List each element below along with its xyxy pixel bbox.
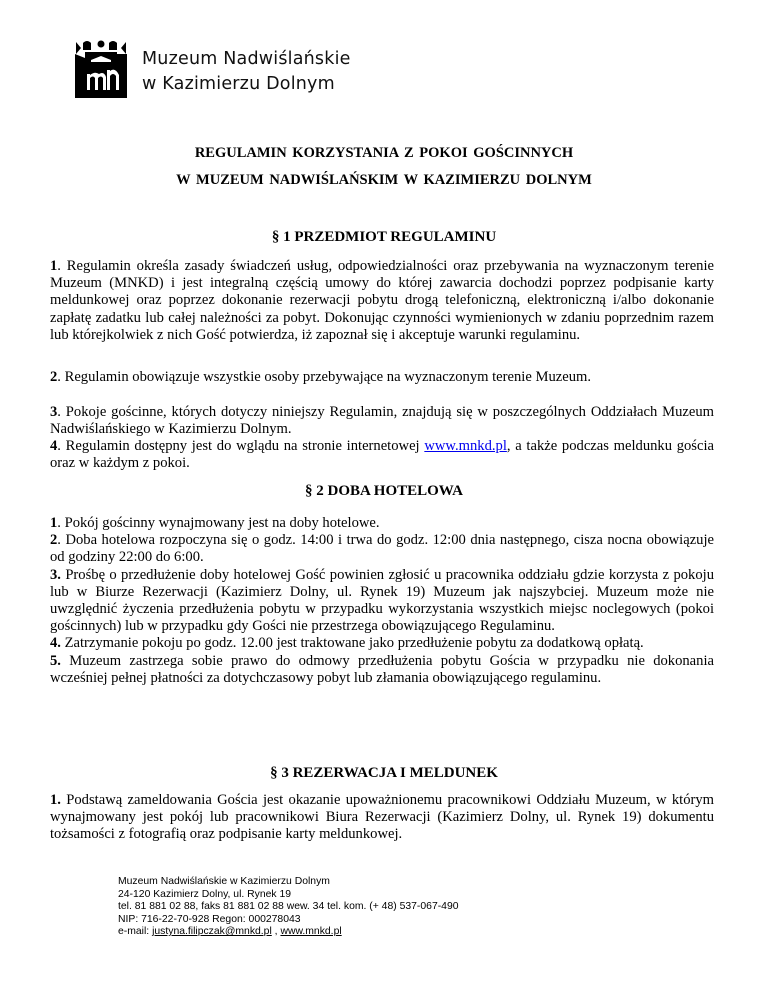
section2-item1 <box>50 515 714 532</box>
document-title-line2: W MUZEUM NADWIŚLAŃSKIM W KAZIMIERZU DOLNYM <box>176 172 592 188</box>
item-number: 3. <box>50 566 61 583</box>
section1-paragraph2 <box>50 369 714 386</box>
paragraph-text: . Regulamin obowiązuje wszystkie osoby przebywające na wyznaczonym terenie Muzeum. <box>57 369 592 385</box>
paragraph-text: . Regulamin dostępny jest do wglądu na stronie internetowej <box>57 438 425 454</box>
section1-paragraph1 <box>50 258 714 344</box>
museum-mn-logo-icon <box>73 40 129 98</box>
website-link[interactable]: www.mnkd.pl <box>424 438 507 454</box>
section3-heading: § 3 REZERWACJA I MELDUNEK <box>270 765 498 781</box>
section1-heading: § 1 PRZEDMIOT REGULAMINU <box>271 229 497 245</box>
paragraph-number: 4 <box>50 438 58 454</box>
item-text: Muzeum zastrzega sobie prawo do odmowy przedłużenia pobytu Gościa w przypadku nie dokonania wcześniej pełnej płatności za dotychczasowy pobyt lub złamania obowiązującego regulaminu. <box>50 652 714 686</box>
item-text: Prośbę o przedłużenie doby hotelowej Gość powinien zgłosić u pracownika oddziału gdzie korzysta z pokoju lub w Biurze Rezerwacji (Kazimierz Dolny, ul. Rynek 19) Muzeum jak najszybciej. Muzeum może nie uwzględnić życzenia przedłużenia pobytu w przypadku wykorzystania wszystkich miejsc noclegowych (pokoi gościnnych) lub w przypadku gdy Gości nie przestrzega obowiązującego Regulaminu. <box>50 566 714 635</box>
paragraph-number: 1 <box>50 258 58 274</box>
museum-name-line2: w Kazimierzu Dolnym <box>142 74 335 94</box>
item-number: 1 <box>50 515 58 531</box>
item-text: . Doba hotelowa rozpoczyna się o godz. 14:00 i trwa do godz. 12:00 dnia następnego, cisza nocna obowiązuje od godziny 22:00 do 6:00. <box>50 532 714 566</box>
section2-item4 <box>50 635 714 652</box>
document-title-line1: REGULAMIN KORZYSTANIA Z POKOI GOŚCINNYCH <box>194 145 574 161</box>
item-number: 2 <box>50 532 58 549</box>
footer-line2: 24-120 Kazimierz Dolny, ul. Rynek 19 <box>118 888 292 900</box>
museum-name <box>142 47 351 97</box>
footer-address <box>118 876 459 939</box>
footer-line4: NIP: 716-22-70-928 Regon: 000278043 <box>118 913 301 925</box>
footer-line3: tel. 81 881 02 88, faks 81 881 02 88 wew. 34 tel. kom. (+ 48) 537-067-490 <box>118 901 459 912</box>
footer-contact-line <box>118 926 459 939</box>
paragraph-text: . Pokoje gościnne, których dotyczy niniejszy Regulamin, znajdują się w poszczególnych Oddziałach Muzeum Nadwiślańskiego w Kazimierzu Dolnym. <box>50 404 714 438</box>
section2-items <box>50 515 714 687</box>
section3-paragraph1 <box>50 792 714 844</box>
paragraph-text: . Regulamin określa zasady świadczeń usług, odpowiedzialności oraz przebywania na wyznaczonym terenie Muzeum (MNKD) i jest integralną częścią umowy do której zawarcia dochodzi poprzez podpisanie karty meldunkowej oraz poprzez dokonanie rezerwacji pobytu drogą telefoniczną, elektroniczną i/albo dokonanie zapłatę zadatku lub całej należności za pobyt. Dokonując czynności wymienionych w zdaniu poprzednim razem lub którejkolwiek z nich Gość potwierdza, iż zapoznał się i akceptuje warunki regulaminu. <box>50 258 714 343</box>
item-number: 5. <box>50 652 61 669</box>
footer-line1: Muzeum Nadwiślańskie w Kazimierzu Dolnym <box>118 876 330 887</box>
section2-item3 <box>50 567 714 636</box>
email-link[interactable]: justyna.filipczak@mnkd.pl <box>152 926 272 937</box>
section2-item5 <box>50 653 714 687</box>
section1-paragraph4 <box>50 438 714 472</box>
item-number: 4. <box>50 635 61 652</box>
paragraph-number: 2 <box>50 369 58 385</box>
separator: , <box>271 926 281 937</box>
item-text: Zatrzymanie pokoju po godz. 12.00 jest traktowane jako przedłużenie pobytu za dodatkową opłatą. <box>60 635 644 652</box>
paragraph-number: 1. <box>50 792 61 808</box>
paragraph-text: , a także podczas meldunku gościa oraz w każdym z pokoi. <box>50 438 714 472</box>
museum-name-line1: Muzeum Nadwiślańskie <box>142 49 351 69</box>
section1-paragraph3 <box>50 404 714 438</box>
footer-website-link[interactable]: www.mnkd.pl <box>280 926 342 937</box>
section2-item2 <box>50 532 714 566</box>
paragraph-text: Podstawą zameldowania Gościa jest okazanie upoważnionemu pracownikowi Oddziału Muzeum, w którym wynajmowany jest pokój lub pracownikowi Biura Rezerwacji (Kazimierz Dolny, ul. Rynek 19) dokumentu tożsamości z fotografią oraz podpisanie karty meldunkowej. <box>50 792 714 843</box>
item-text: . Pokój gościnny wynajmowany jest na doby hotelowe. <box>57 515 380 531</box>
email-prefix: e-mail: <box>118 926 153 937</box>
section2-heading: § 2 DOBA HOTELOWA <box>305 483 463 499</box>
paragraph-number: 3 <box>50 404 58 420</box>
